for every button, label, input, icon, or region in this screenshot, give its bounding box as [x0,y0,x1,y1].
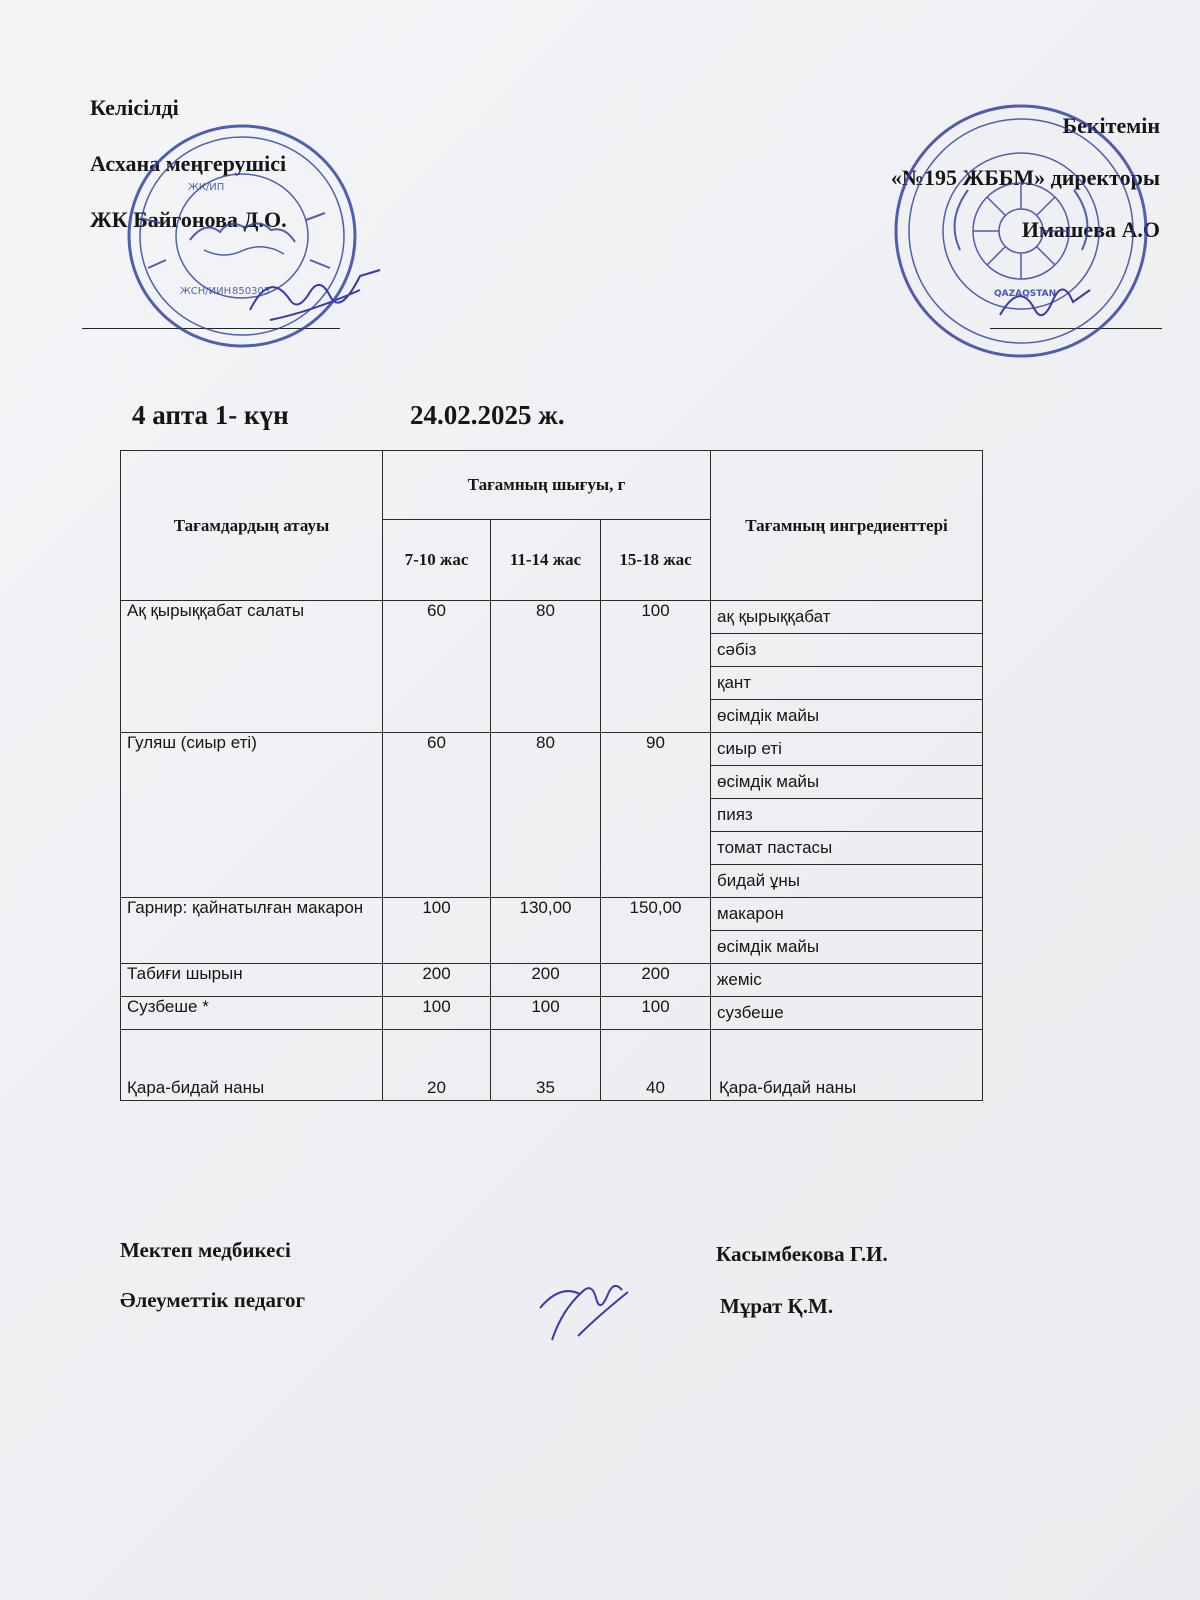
svg-text:QAZAQSTAN: QAZAQSTAN [994,289,1057,299]
yield-value: 100 [601,601,711,733]
dish-name: Ақ қырыққабат салаты [121,601,383,733]
ingredient: сәбіз [711,634,983,667]
table-header-row [121,451,983,520]
nurse-name: Касымбекова Г.И. [716,1242,888,1266]
svg-text:850303: 850303 [232,286,271,297]
yield-value: 40 [601,1030,711,1101]
ingredient: Қара-бидай наны [711,1030,983,1101]
pedagogue-name: Мұрат Қ.М. [720,1294,834,1318]
yield-value: 100 [383,997,491,1030]
table-row [121,898,983,931]
ingredient: ақ қырыққабат [711,601,983,634]
yield-value: 35 [491,1030,601,1101]
svg-text:ЖК/ИП: ЖК/ИП [188,182,225,193]
ingredient: қант [711,667,983,700]
canteen-head-name: ЖК Байгонова Д.О. [90,207,287,232]
yield-value: 90 [601,733,711,898]
col-yield-header: Тағамның шығуы, г [383,451,711,520]
age-group-header: 15-18 жас [601,520,711,601]
yield-value: 80 [491,733,601,898]
nurse-role: Мектеп медбикесі [120,1238,291,1262]
dish-name: Сузбеше * [121,997,383,1030]
agreed-label: Келісілді [90,95,179,120]
yield-value: 200 [601,964,711,997]
col-dish-header: Тағамдардың атауы [121,451,383,601]
table-row [121,601,983,634]
director-name: Имашева А.О [1021,217,1160,242]
yield-value: 200 [491,964,601,997]
menu-table [120,450,983,1101]
director-label: «№195 ЖББМ» директоры [890,165,1160,190]
yield-value: 60 [383,601,491,733]
table-row [121,1030,983,1101]
signature-right [990,270,1100,330]
dish-name: Гарнир: қайнатылған макарон [121,898,383,964]
ingredient: сиыр еті [711,733,983,766]
ingredient: сузбеше [711,997,983,1030]
dish-name: Қара-бидай наны [121,1030,383,1101]
table-row [121,997,983,1030]
pedagogue-role: Әлеуметтік педагог [120,1288,306,1312]
dish-name: Гуляш (сиыр еті) [121,733,383,898]
signature-left [230,250,390,340]
ingredient: пияз [711,799,983,832]
ingredient: өсімдік майы [711,766,983,799]
week-day-title: 4 апта 1- күн [132,400,289,430]
yield-value: 150,00 [601,898,711,964]
yield-value: 130,00 [491,898,601,964]
dish-name: Табиғи шырын [121,964,383,997]
yield-value: 80 [491,601,601,733]
canteen-head-label: Асхана меңгерушісі [90,151,287,176]
yield-value: 100 [601,997,711,1030]
ingredient: жеміс [711,964,983,997]
table-row [121,733,983,766]
signature-pedagogue [530,1270,640,1350]
yield-value: 200 [383,964,491,997]
yield-value: 20 [383,1030,491,1101]
ingredient: өсімдік майы [711,931,983,964]
ingredient: бидай ұны [711,865,983,898]
yield-value: 60 [383,733,491,898]
menu-date: 24.02.2025 ж. [410,400,565,430]
yield-value: 100 [383,898,491,964]
svg-text:ЖСН/ИИН: ЖСН/ИИН [180,286,232,297]
table-row [121,964,983,997]
approve-label: Бекітемін [1062,113,1160,138]
ingredient: томат пастасы [711,832,983,865]
col-ingredients-header: Тағамның ингредиенттері [711,451,983,601]
yield-value: 100 [491,997,601,1030]
age-group-header: 7-10 жас [383,520,491,601]
ingredient: өсімдік майы [711,700,983,733]
ingredient: макарон [711,898,983,931]
age-group-header: 11-14 жас [491,520,601,601]
